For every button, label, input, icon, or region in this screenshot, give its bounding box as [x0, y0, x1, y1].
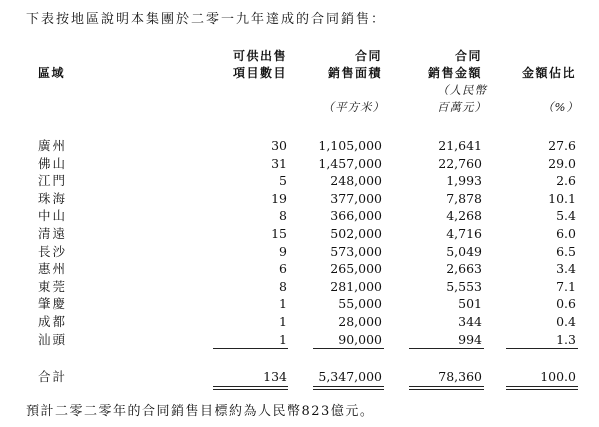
- table-row: [0, 278, 599, 295]
- table-row: [0, 172, 599, 189]
- cell-pct: 7.1: [556, 278, 576, 294]
- cell-pct: 3.4: [556, 261, 576, 277]
- total-pct: 100.0: [540, 369, 576, 384]
- header-amount-unit-line1: （人民幣: [437, 83, 487, 97]
- cell-pct: 0.4: [556, 314, 576, 329]
- cell-region: 成都: [38, 314, 68, 329]
- cell-area: 377,000: [330, 190, 382, 206]
- cell-area: 281,000: [330, 278, 382, 294]
- cell-region: 肇慶: [38, 296, 68, 312]
- table-row: [0, 207, 599, 224]
- subtotal-rule: [213, 348, 288, 349]
- cell-projects: 30: [271, 138, 287, 153]
- cell-projects: 19: [271, 190, 287, 206]
- cell-amount: 344: [458, 314, 482, 329]
- cell-projects: 9: [279, 243, 287, 259]
- table-row: [0, 260, 599, 277]
- table-row: [0, 225, 599, 242]
- intro-text: 下表按地區說明本集團於二零一九年達成的合同銷售：: [26, 12, 387, 27]
- cell-pct: 6.0: [556, 226, 576, 241]
- cell-amount: 4,268: [446, 208, 482, 224]
- cell-projects: 31: [271, 155, 287, 171]
- table-row: [0, 155, 599, 172]
- total-row: [0, 368, 599, 385]
- header-amount-line2: 銷售金額: [427, 66, 482, 80]
- cell-pct: 29.0: [548, 155, 576, 171]
- cell-amount: 501: [458, 296, 482, 312]
- cell-area: 1,105,000: [318, 138, 382, 153]
- cell-region: 惠州: [38, 261, 68, 277]
- cell-area: 366,000: [330, 208, 382, 224]
- cell-pct: 10.1: [548, 190, 576, 206]
- cell-amount: 994: [458, 331, 482, 347]
- total-double-rule: [506, 386, 578, 390]
- cell-projects: 1: [279, 331, 287, 347]
- cell-area: 55,000: [338, 296, 382, 312]
- cell-projects: 5: [279, 173, 287, 189]
- cell-amount: 21,641: [438, 138, 482, 153]
- header-projects-line1: 可供出售: [232, 49, 287, 63]
- header-amount-line1: 合同: [454, 49, 482, 63]
- cell-region: 中山: [38, 208, 68, 224]
- table-row: [0, 313, 599, 330]
- cell-projects: 1: [279, 296, 287, 312]
- footer-note: 預計二零二零年的合同銷售目標約為人民幣823億元。: [26, 404, 375, 419]
- cell-projects: 8: [279, 278, 287, 294]
- header-amount-unit-line2: 百萬元）: [437, 100, 487, 114]
- table-row: [0, 295, 599, 312]
- table-row: [0, 137, 599, 154]
- header-area-line2: 銷售面積: [327, 66, 382, 80]
- subtotal-rule: [409, 348, 484, 349]
- cell-region: 佛山: [38, 155, 68, 171]
- cell-pct: 6.5: [556, 243, 576, 259]
- total-amount: 78,360: [438, 369, 482, 384]
- cell-area: 573,000: [330, 243, 382, 259]
- cell-projects: 6: [279, 261, 287, 277]
- header-pct-unit: （%）: [542, 100, 579, 114]
- cell-region: 廣州: [38, 138, 68, 153]
- subtotal-rule: [313, 348, 384, 349]
- total-projects: 134: [263, 369, 287, 384]
- cell-amount: 1,993: [446, 173, 482, 189]
- cell-amount: 5,553: [446, 278, 482, 294]
- total-label: 合計: [38, 369, 68, 384]
- header-projects-line2: 項目數目: [232, 66, 287, 80]
- cell-region: 汕頭: [38, 331, 68, 347]
- subtotal-rule: [506, 348, 578, 349]
- table-row: [0, 243, 599, 260]
- header-region: 區域: [38, 66, 66, 80]
- cell-amount: 5,049: [446, 243, 482, 259]
- header-area-unit: （平方米）: [322, 100, 385, 114]
- cell-pct: 2.6: [556, 173, 576, 189]
- cell-area: 265,000: [330, 261, 382, 277]
- cell-area: 90,000: [338, 331, 382, 347]
- cell-pct: 5.4: [556, 208, 576, 224]
- cell-area: 502,000: [330, 226, 382, 241]
- table-row: [0, 331, 599, 348]
- cell-pct: 1.3: [556, 331, 576, 347]
- cell-amount: 2,663: [446, 261, 482, 277]
- cell-projects: 8: [279, 208, 287, 224]
- header-pct: 金額佔比: [521, 66, 576, 80]
- table-row: [0, 190, 599, 207]
- cell-amount: 22,760: [438, 155, 482, 171]
- cell-amount: 7,878: [446, 190, 482, 206]
- total-double-rule: [213, 386, 288, 390]
- cell-area: 1,457,000: [318, 155, 382, 171]
- total-double-rule: [409, 386, 484, 390]
- cell-pct: 27.6: [548, 138, 576, 153]
- cell-region: 長沙: [38, 243, 68, 259]
- cell-pct: 0.6: [556, 296, 576, 312]
- total-area: 5,347,000: [318, 369, 382, 384]
- total-double-rule: [313, 386, 384, 390]
- cell-region: 清遠: [38, 226, 68, 241]
- cell-amount: 4,716: [446, 226, 482, 241]
- cell-area: 248,000: [330, 173, 382, 189]
- cell-projects: 1: [279, 314, 287, 329]
- cell-region: 珠海: [38, 190, 68, 206]
- cell-area: 28,000: [338, 314, 382, 329]
- cell-region: 江門: [38, 173, 68, 189]
- header-area-line1: 合同: [354, 49, 382, 63]
- cell-region: 東莞: [38, 278, 68, 294]
- cell-projects: 15: [271, 226, 287, 241]
